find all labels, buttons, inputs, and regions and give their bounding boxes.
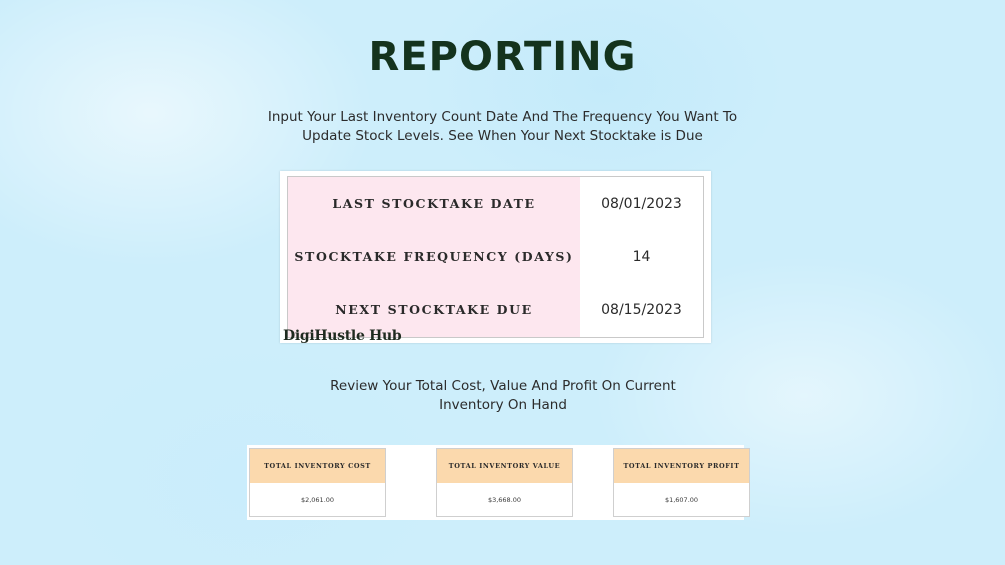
summary-instructions: Review Your Total Cost, Value And Profit On Current Inventory On Hand	[330, 378, 676, 413]
stocktake-label-column	[288, 177, 580, 337]
total-inventory-cost-card	[249, 448, 386, 517]
stocktake-instructions: Input Your Last Inventory Count Date And The Frequency You Want To Update Stock Levels. See When Your Next Stocktake is Due	[267, 109, 738, 144]
total-inventory-cost-value: $2,061.00	[300, 495, 335, 504]
total-inventory-profit-card	[613, 448, 750, 517]
stocktake-frequency-field[interactable]: 14	[632, 249, 651, 265]
total-inventory-value-value: $3,668.00	[487, 495, 522, 504]
stocktake-panel	[280, 171, 711, 343]
stocktake-value-column	[580, 177, 703, 337]
brand-watermark: DigiHustle Hub	[283, 328, 402, 344]
total-inventory-cost-label: TOTAL INVENTORY COST	[250, 449, 385, 483]
last-stocktake-date-label: LAST STOCKTAKE DATE	[332, 196, 536, 211]
next-stocktake-due-value: 08/15/2023	[601, 302, 682, 318]
last-stocktake-date-field[interactable]: 08/01/2023	[601, 196, 682, 212]
total-inventory-profit-label: TOTAL INVENTORY PROFIT	[614, 449, 749, 483]
total-inventory-profit-value: $1,607.00	[664, 495, 699, 504]
total-inventory-value-card	[436, 448, 573, 517]
inventory-summary-cards	[247, 445, 744, 520]
total-inventory-value-label: TOTAL INVENTORY VALUE	[437, 449, 572, 483]
next-stocktake-due-label: NEXT STOCKTAKE DUE	[335, 302, 533, 317]
stocktake-frequency-label: STOCKTAKE FREQUENCY (DAYS)	[294, 249, 574, 264]
page-title: REPORTING	[368, 34, 637, 80]
stocktake-table	[287, 176, 704, 338]
